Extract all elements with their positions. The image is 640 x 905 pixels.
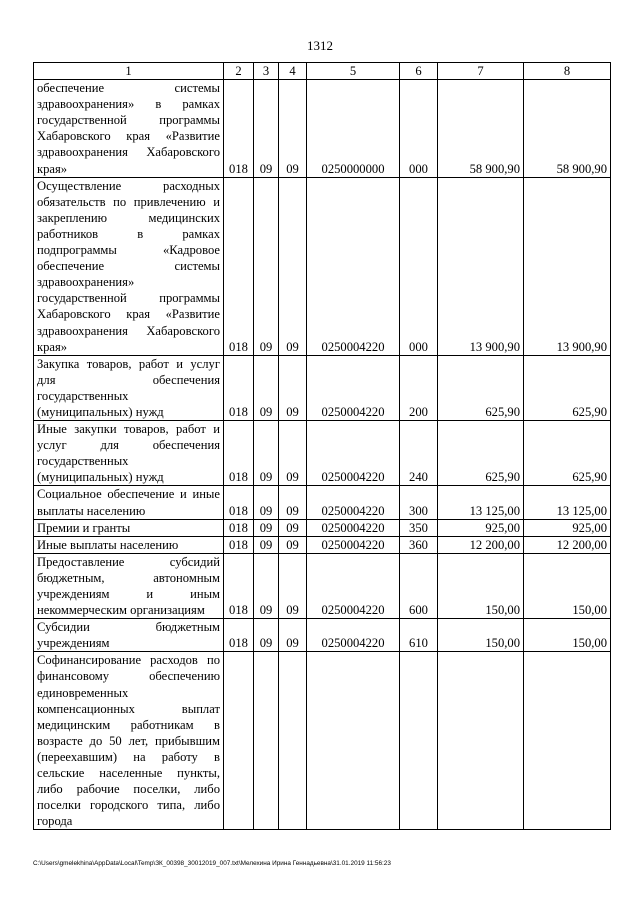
row-name: Закупка товаров, работ и услуг для обеспечения государственных (муниципальных) нужд	[34, 355, 224, 420]
row-cell-col4: 09	[279, 177, 307, 355]
table-body	[34, 80, 611, 830]
row-cell-col2: 018	[224, 519, 254, 536]
row-cell-col7: 925,00	[438, 519, 524, 536]
table-row	[34, 553, 611, 618]
row-cell-col3: 09	[254, 619, 279, 652]
row-cell-col8	[524, 652, 611, 830]
row-cell-col7: 13 900,90	[438, 177, 524, 355]
row-cell-col7: 12 200,00	[438, 536, 524, 553]
row-cell-col8: 625,90	[524, 355, 611, 420]
row-cell-col2: 018	[224, 355, 254, 420]
row-cell-col4: 09	[279, 519, 307, 536]
table-row	[34, 355, 611, 420]
row-name: обеспечение системы здравоохранения» в рамках государственной программы Хабаровского края «Развитие здравоохранения Хабаровского края»	[34, 80, 224, 178]
row-cell-col4: 09	[279, 536, 307, 553]
row-cell-col7: 13 125,00	[438, 486, 524, 519]
row-cell-col5	[307, 652, 400, 830]
row-cell-col6: 360	[400, 536, 438, 553]
column-header-1: 1	[34, 63, 224, 80]
row-cell-col4: 09	[279, 553, 307, 618]
row-cell-col5: 0250004220	[307, 519, 400, 536]
row-cell-col6: 610	[400, 619, 438, 652]
row-cell-col2: 018	[224, 536, 254, 553]
row-cell-col2: 018	[224, 486, 254, 519]
row-cell-col3: 09	[254, 80, 279, 178]
row-cell-col4	[279, 652, 307, 830]
row-cell-col4: 09	[279, 421, 307, 486]
row-cell-col5: 0250000000	[307, 80, 400, 178]
column-header-5: 5	[307, 63, 400, 80]
row-cell-col8: 150,00	[524, 619, 611, 652]
row-cell-col6: 000	[400, 80, 438, 178]
row-cell-col3: 09	[254, 421, 279, 486]
row-cell-col2: 018	[224, 619, 254, 652]
row-cell-col8: 625,90	[524, 421, 611, 486]
row-cell-col5: 0250004220	[307, 536, 400, 553]
row-cell-col8: 925,00	[524, 519, 611, 536]
file-path-footer: C:\Users\gmelekhina\AppData\Local\Temp\ЗК_00398_30012019_007.txt\Мелехина Ирина Геннадьевна\31.01.2019 11:56:23	[33, 860, 391, 867]
column-header-4: 4	[279, 63, 307, 80]
row-cell-col8: 12 200,00	[524, 536, 611, 553]
row-cell-col4: 09	[279, 486, 307, 519]
row-name: Иные закупки товаров, работ и услуг для обеспечения государственных (муниципальных) нужд	[34, 421, 224, 486]
row-cell-col3: 09	[254, 553, 279, 618]
table-row	[34, 619, 611, 652]
row-cell-col5: 0250004220	[307, 177, 400, 355]
row-cell-col3: 09	[254, 536, 279, 553]
header-row	[34, 63, 611, 80]
row-cell-col6: 240	[400, 421, 438, 486]
row-cell-col5: 0250004220	[307, 486, 400, 519]
row-cell-col7: 150,00	[438, 619, 524, 652]
row-name: Осуществление расходных обязательств по привлечению и закреплению медицинских работников в рамках подпрограммы «Кадровое обеспечение системы здравоохранения» государственной программы Хабаровского края «Развитие здравоохранения Хабаровского края»	[34, 177, 224, 355]
row-cell-col8: 13 125,00	[524, 486, 611, 519]
row-cell-col3: 09	[254, 177, 279, 355]
table-row	[34, 177, 611, 355]
page-number: 1312	[307, 38, 333, 53]
row-cell-col5: 0250004220	[307, 421, 400, 486]
row-cell-col2	[224, 652, 254, 830]
row-cell-col7: 625,90	[438, 355, 524, 420]
table-row	[34, 519, 611, 536]
row-cell-col7	[438, 652, 524, 830]
row-cell-col3	[254, 652, 279, 830]
row-cell-col6	[400, 652, 438, 830]
row-name: Социальное обеспечение и иные выплаты населению	[34, 486, 224, 519]
row-name: Предоставление субсидий бюджетным, автономным учреждениям и иным некоммерческим организациям	[34, 553, 224, 618]
table-row	[34, 486, 611, 519]
row-cell-col4: 09	[279, 619, 307, 652]
row-cell-col5: 0250004220	[307, 355, 400, 420]
row-cell-col8: 13 900,90	[524, 177, 611, 355]
column-header-8: 8	[524, 63, 611, 80]
table-row	[34, 536, 611, 553]
column-header-3: 3	[254, 63, 279, 80]
row-cell-col8: 150,00	[524, 553, 611, 618]
table-row	[34, 652, 611, 830]
table-row	[34, 80, 611, 178]
row-cell-col2: 018	[224, 177, 254, 355]
row-name: Премии и гранты	[34, 519, 224, 536]
table-row	[34, 421, 611, 486]
column-header-7: 7	[438, 63, 524, 80]
row-cell-col3: 09	[254, 486, 279, 519]
row-cell-col5: 0250004220	[307, 553, 400, 618]
row-cell-col6: 200	[400, 355, 438, 420]
row-cell-col7: 58 900,90	[438, 80, 524, 178]
row-cell-col2: 018	[224, 553, 254, 618]
row-cell-col6: 350	[400, 519, 438, 536]
row-cell-col4: 09	[279, 355, 307, 420]
row-cell-col6: 000	[400, 177, 438, 355]
row-cell-col7: 625,90	[438, 421, 524, 486]
row-name: Софинансирование расходов по финансовому обеспечению единовременных компенсационных выплат медицинским работникам в возрасте до 50 лет, прибывшим (переехавшим) на работу в сельские населенные пункты, либо рабочие поселки, либо поселки городского типа, либо города	[34, 652, 224, 830]
row-cell-col2: 018	[224, 80, 254, 178]
row-cell-col5: 0250004220	[307, 619, 400, 652]
row-cell-col4: 09	[279, 80, 307, 178]
row-cell-col7: 150,00	[438, 553, 524, 618]
row-cell-col6: 600	[400, 553, 438, 618]
row-cell-col6: 300	[400, 486, 438, 519]
column-header-2: 2	[224, 63, 254, 80]
row-name: Иные выплаты населению	[34, 536, 224, 553]
row-cell-col3: 09	[254, 355, 279, 420]
row-cell-col2: 018	[224, 421, 254, 486]
column-header-6: 6	[400, 63, 438, 80]
budget-table	[33, 62, 611, 830]
row-cell-col3: 09	[254, 519, 279, 536]
row-cell-col8: 58 900,90	[524, 80, 611, 178]
row-name: Субсидии бюджетным учреждениям	[34, 619, 224, 652]
